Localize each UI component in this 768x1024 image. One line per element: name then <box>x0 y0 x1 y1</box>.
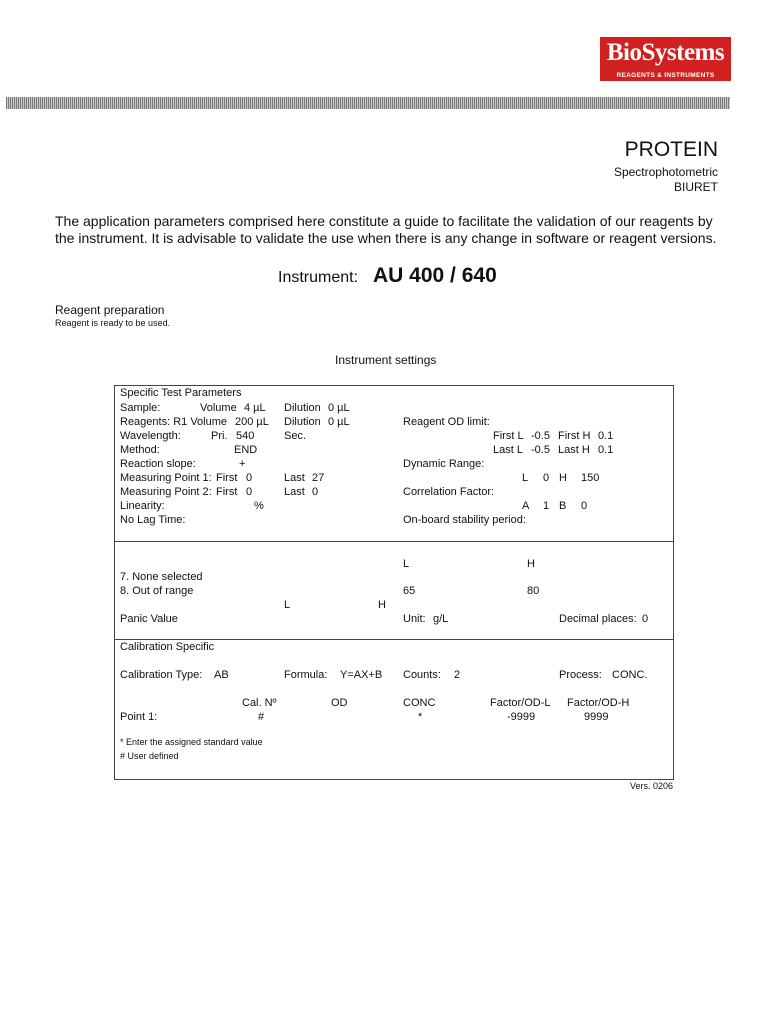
mp1-first-label: First <box>216 472 238 484</box>
correlation-a-value: 1 <box>543 500 550 512</box>
linearity-value: % <box>254 500 264 512</box>
mp1-last-value: 27 <box>312 472 325 484</box>
decimal-places-value: 0 <box>642 613 649 625</box>
correlation-a-label: A <box>522 500 530 512</box>
dilution-label-2: Dilution <box>284 416 321 428</box>
dilution-value-2: 0 µL <box>328 416 350 428</box>
mp2-first-value: 0 <box>246 486 253 498</box>
correlation-b-label: B <box>559 500 567 512</box>
method-sub-label: BIURET <box>673 180 718 194</box>
point-1-cal-value: # <box>258 711 265 723</box>
dynamic-h-value: 150 <box>581 472 600 484</box>
method-value: END <box>234 444 258 456</box>
dynamic-l-value: 0 <box>543 472 550 484</box>
factor-od-l-header: Factor/OD-L <box>490 697 551 709</box>
panic-value-label: Panic Value <box>120 613 178 625</box>
formula-label: Formula: <box>284 669 328 681</box>
od-limit-label: Reagent OD limit: <box>403 416 490 428</box>
calibration-box <box>114 639 674 780</box>
measuring-point-1-label: Measuring Point 1: <box>120 472 212 484</box>
dynamic-l-label: L <box>522 472 529 484</box>
panic-l-header: L <box>284 599 291 611</box>
correlation-factor-label: Correlation Factor: <box>403 486 495 498</box>
point-1-factor-h-value: 9999 <box>584 711 609 723</box>
footnote-hash: # User defined <box>120 751 179 761</box>
mp2-last-value: 0 <box>312 486 319 498</box>
sec-label: Sec. <box>284 430 307 442</box>
first-l-value: -0.5 <box>531 430 550 442</box>
specific-heading: Specific Test Parameters <box>120 387 242 399</box>
counts-value: 2 <box>454 669 461 681</box>
process-label: Process: <box>559 669 602 681</box>
sample-volume-value: 4 µL <box>244 402 266 414</box>
settings-title: Instrument settings <box>335 353 437 367</box>
range-l-header: L <box>403 558 410 570</box>
first-l-label: First L <box>493 430 524 442</box>
mp1-first-value: 0 <box>246 472 253 484</box>
range-h-header: H <box>527 558 535 570</box>
point-1-conc-value: * <box>418 711 423 723</box>
mp2-last-label: Last <box>284 486 305 498</box>
dynamic-h-label: H <box>559 472 567 484</box>
sample-volume-label: Volume <box>200 402 237 414</box>
sample-label: Sample: <box>120 402 161 414</box>
last-h-label: Last H <box>558 444 590 456</box>
counts-label: Counts: <box>403 669 441 681</box>
reaction-slope-value: + <box>239 458 246 470</box>
out-of-range-h-value: 80 <box>527 585 540 597</box>
footnote-asterisk: * Enter the assigned standard value <box>120 737 263 747</box>
last-h-value: 0.1 <box>598 444 614 456</box>
process-value: CONC. <box>612 669 648 681</box>
stability-label: On-board stability period: <box>403 514 526 526</box>
version-label: Vers. 0206 <box>629 781 673 791</box>
reagent-note: Reagent is ready to be used. <box>55 318 171 328</box>
dilution-value: 0 µL <box>328 402 350 414</box>
pri-value: 540 <box>236 430 255 442</box>
cal-no-header: Cal. Nº <box>242 697 277 709</box>
measuring-point-2-label: Measuring Point 2: <box>120 486 212 498</box>
no-lag-time-label: No Lag Time: <box>120 514 186 526</box>
first-h-label: First H <box>558 430 591 442</box>
none-selected-label: 7. None selected <box>120 571 203 583</box>
instrument-label: Instrument: <box>278 269 359 286</box>
mp2-first-label: First <box>216 486 238 498</box>
last-l-value: -0.5 <box>531 444 550 456</box>
specific-test-parameters-box <box>114 385 674 542</box>
r1-volume-value: 200 µL <box>235 416 269 428</box>
unit-value: g/L <box>433 613 449 625</box>
point-1-label: Point 1: <box>120 711 158 723</box>
calibration-heading: Calibration Specific <box>120 641 215 653</box>
header-band <box>6 97 730 109</box>
logo-tagline: REAGENTS & INSTRUMENTS <box>616 72 715 79</box>
mp1-last-label: Last <box>284 472 305 484</box>
logo-name: BioSystems <box>606 39 725 66</box>
point-1-factor-l-value: -9999 <box>507 711 536 723</box>
unit-label: Unit: <box>403 613 426 625</box>
first-h-value: 0.1 <box>598 430 614 442</box>
out-of-range-label: 8. Out of range <box>120 585 194 597</box>
out-of-range-l-value: 65 <box>403 585 416 597</box>
intro-paragraph: The application parameters comprised here constitute a guide to facilitate the validation of our reagents by the instrument. It is advisable to validate the use when there is any change in software or reagent versions. <box>55 213 717 246</box>
calibration-type-label: Calibration Type: <box>120 669 203 681</box>
factor-od-h-header: Factor/OD-H <box>567 697 630 709</box>
last-l-label: Last L <box>493 444 523 456</box>
dilution-label: Dilution <box>284 402 321 414</box>
formula-value: Y=AX+B <box>340 669 383 681</box>
panic-h-header: H <box>378 599 386 611</box>
page-title: PROTEIN <box>624 138 718 161</box>
method-label-2: Method: <box>120 444 160 456</box>
dynamic-range-label: Dynamic Range: <box>403 458 485 470</box>
reaction-slope-label: Reaction slope: <box>120 458 196 470</box>
ranges-box <box>114 541 674 640</box>
method-label: Spectrophotometric <box>613 165 718 179</box>
instrument-value: AU 400 / 640 <box>373 264 497 287</box>
biosystems-logo <box>600 37 731 81</box>
reagent-heading: Reagent preparation <box>55 303 165 317</box>
decimal-places-label: Decimal places: <box>559 613 637 625</box>
calibration-type-value: AB <box>214 669 229 681</box>
reagents-label: Reagents: R1 Volume <box>120 416 228 428</box>
wavelength-label: Wavelength: <box>120 430 181 442</box>
pri-label: Pri. <box>211 430 228 442</box>
linearity-label: Linearity: <box>120 500 165 512</box>
od-header: OD <box>331 697 348 709</box>
correlation-b-value: 0 <box>581 500 588 512</box>
conc-header: CONC <box>403 697 436 709</box>
